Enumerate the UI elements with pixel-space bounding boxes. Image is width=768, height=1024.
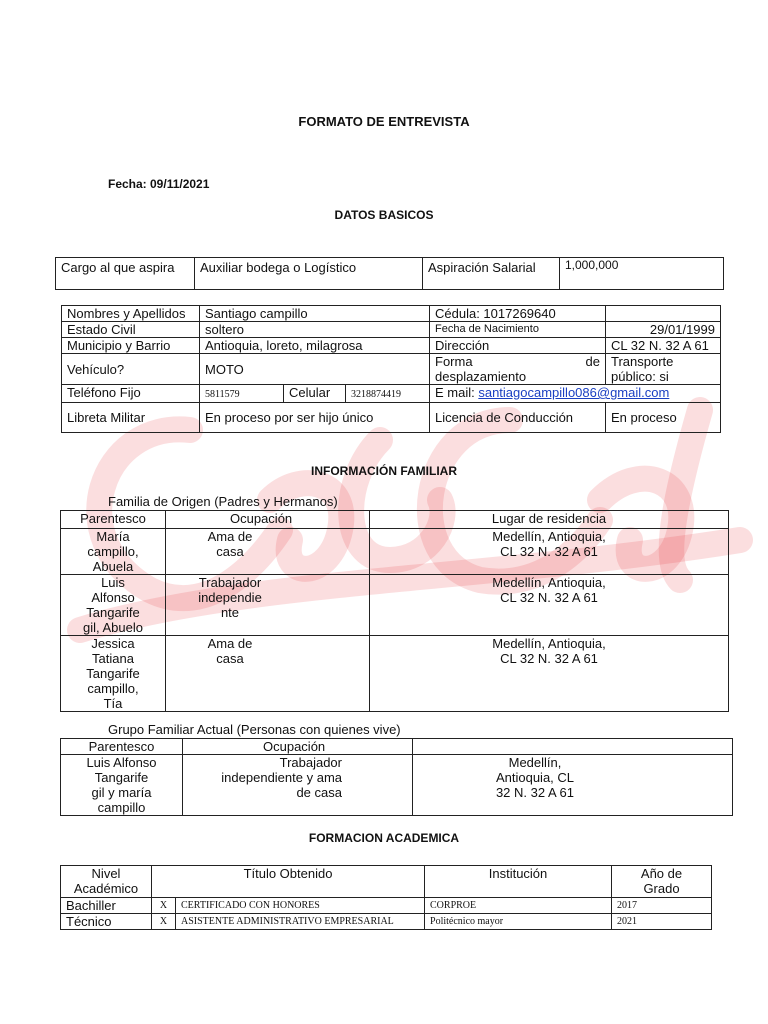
cell-line: Trabajador	[198, 575, 262, 590]
nombres-value: Santiago campillo	[200, 306, 430, 322]
cell-line: Ama de	[207, 636, 253, 651]
institucion-cell: Politécnico mayor	[425, 914, 612, 930]
cell-line: Medellín, Antioquia,	[492, 636, 606, 651]
cell-line: campillo,	[87, 681, 139, 696]
vehiculo-value: MOTO	[200, 354, 430, 385]
desplazamiento-word: desplazamiento	[435, 369, 527, 384]
nacimiento-label: Fecha de Nacimiento	[430, 322, 606, 338]
titulo-cell: ASISTENTE ADMINISTRATIVO EMPRESARIAL	[176, 914, 425, 930]
formacion-row	[61, 914, 712, 930]
email-label: E mail:	[435, 385, 479, 400]
cell-line: Ama de	[207, 529, 253, 544]
transporte-line2: público: si	[611, 369, 669, 384]
header-residencia: Lugar de residencia	[370, 511, 729, 529]
ocupacion-cell	[166, 636, 370, 712]
cell-line: gil, Abuelo	[83, 620, 143, 635]
cell-line: casa	[216, 544, 244, 559]
actual-header-parentesco: Parentesco	[61, 739, 183, 755]
familia-origen-row	[61, 575, 729, 636]
watermark-text: Coca-Cola	[397, 680, 403, 681]
mark-cell: X	[152, 914, 176, 930]
formacion-header-nivel	[61, 866, 152, 898]
datos-basicos-heading: DATOS BASICOS	[334, 208, 434, 222]
cell-line: Tangarife	[86, 666, 140, 681]
formacion-header-titulo: Título Obtenido	[152, 866, 425, 898]
municipio-value: Antioquia, loreto, milagrosa	[200, 338, 430, 354]
anio-cell: 2021	[612, 914, 712, 930]
cell-line: Tangarife	[86, 605, 140, 620]
transporte-line1: Transporte	[611, 354, 674, 369]
direccion-label: Dirección	[430, 338, 606, 354]
actual-header-residencia	[413, 739, 733, 755]
cell-line: Luis	[101, 575, 125, 590]
cell-line: CL 32 N. 32 A 61	[500, 651, 598, 666]
residencia-cell	[413, 755, 733, 816]
municipio-label: Municipio y Barrio	[62, 338, 200, 354]
informacion-familiar-heading: INFORMACIÓN FAMILIAR	[311, 464, 457, 478]
desplazamiento-word-forma: Forma	[435, 354, 473, 369]
cell-line: Jessica	[91, 636, 135, 651]
header-ocupacion: Ocupación	[166, 511, 370, 529]
actual-header-ocupacion: Ocupación	[183, 739, 413, 755]
cell-line: CL 32 N. 32 A 61	[500, 590, 598, 605]
cell-line: Abuela	[92, 559, 134, 574]
cell-line: campillo,	[87, 544, 139, 559]
parentesco-cell	[61, 575, 166, 636]
estado-civil-value: soltero	[200, 322, 430, 338]
cell-line: Trabajador	[279, 755, 342, 770]
ocupacion-cell	[166, 575, 370, 636]
licencia-value: En proceso	[606, 403, 721, 433]
celular-value: 3218874419	[346, 385, 430, 403]
libreta-label: Libreta Militar	[62, 403, 200, 433]
cell-line: independie	[198, 590, 262, 605]
residencia-cell	[370, 636, 729, 712]
formacion-heading: FORMACION ACADEMICA	[308, 831, 460, 845]
formacion-row	[61, 898, 712, 914]
ocupacion-cell	[183, 755, 413, 816]
familia-actual-caption: Grupo Familiar Actual (Personas con quienes vive)	[108, 722, 401, 737]
interview-date: Fecha: 09/11/2021	[108, 177, 210, 191]
aspiracion-label: Aspiración Salarial	[423, 258, 560, 290]
cell-line: gil y maría	[91, 785, 152, 800]
cell-line: Tatiana	[92, 651, 134, 666]
cell-line: independiente y ama	[221, 770, 342, 785]
anio-header-line2: Grado	[643, 881, 680, 896]
cell-line: Medellín, Antioquia,	[492, 575, 606, 590]
personal-data-table	[61, 305, 721, 433]
vehiculo-label: Vehículo?	[62, 354, 200, 385]
familia-origen-row	[61, 636, 729, 712]
nivel-cell: Bachiller	[61, 898, 152, 914]
ocupacion-cell	[166, 529, 370, 575]
formacion-table	[60, 865, 712, 930]
cell-line: Luis Alfonso	[86, 755, 157, 770]
cell-line: 32 N. 32 A 61	[495, 785, 575, 800]
cell-line: casa	[216, 651, 244, 666]
cell-line: Medellín,	[508, 755, 562, 770]
cell-line: Antioquia, CL	[495, 770, 575, 785]
email-cell	[430, 385, 721, 403]
familia-actual-row	[61, 755, 733, 816]
familia-actual-table	[60, 738, 733, 816]
cell-line: nte	[220, 605, 240, 620]
parentesco-cell	[61, 636, 166, 712]
desplazamiento-word-de: de	[585, 354, 600, 369]
email-link[interactable]: santiagocampillo086@gmail.com	[478, 385, 670, 400]
telefono-label: Teléfono Fijo	[62, 385, 200, 403]
mark-cell: X	[152, 898, 176, 914]
nivel-header-line2: Académico	[73, 881, 139, 896]
parentesco-cell	[61, 529, 166, 575]
cell-line: CL 32 N. 32 A 61	[500, 544, 598, 559]
cell-line: Alfonso	[91, 590, 135, 605]
cell-line: Medellín, Antioquia,	[492, 529, 606, 544]
institucion-cell: CORPROE	[425, 898, 612, 914]
nombres-label: Nombres y Apellidos	[62, 306, 200, 322]
cargo-value: Auxiliar bodega o Logístico	[195, 258, 423, 290]
nacimiento-value: 29/01/1999	[606, 322, 721, 338]
aspiracion-value: 1,000,000	[560, 258, 724, 290]
anio-header-line1: Año de	[640, 866, 683, 881]
cell-line: de casa	[296, 785, 342, 800]
familia-origen-row	[61, 529, 729, 575]
familia-origen-table	[60, 510, 729, 712]
telefono-value: 5811579	[200, 385, 284, 403]
cargo-table	[55, 257, 724, 290]
transporte-value	[606, 354, 721, 385]
residencia-cell	[370, 529, 729, 575]
desplazamiento-label	[430, 354, 606, 385]
formacion-header-institucion: Institución	[425, 866, 612, 898]
residencia-cell	[370, 575, 729, 636]
formacion-header-anio	[612, 866, 712, 898]
celular-label: Celular	[284, 385, 346, 403]
titulo-cell: CERTIFICADO CON HONORES	[176, 898, 425, 914]
cell-line: María	[96, 529, 130, 544]
cargo-label: Cargo al que aspira	[56, 258, 195, 290]
nivel-header-line1: Nivel	[91, 866, 121, 881]
estado-civil-label: Estado Civil	[62, 322, 200, 338]
anio-cell: 2017	[612, 898, 712, 914]
cell-line: campillo	[97, 800, 146, 815]
libreta-value: En proceso por ser hijo único	[200, 403, 430, 433]
cedula: Cédula: 1017269640	[430, 306, 606, 322]
licencia-label: Licencia de Conducción	[430, 403, 606, 433]
parentesco-cell	[61, 755, 183, 816]
familia-origen-caption: Familia de Origen (Padres y Hermanos)	[108, 494, 338, 509]
nivel-cell: Técnico	[61, 914, 152, 930]
document-title: FORMATO DE ENTREVISTA	[298, 114, 470, 129]
header-parentesco: Parentesco	[61, 511, 166, 529]
direccion-value: CL 32 N. 32 A 61	[606, 338, 721, 354]
cell-line: Tangarife	[94, 770, 149, 785]
cell-line: Tía	[103, 696, 123, 711]
